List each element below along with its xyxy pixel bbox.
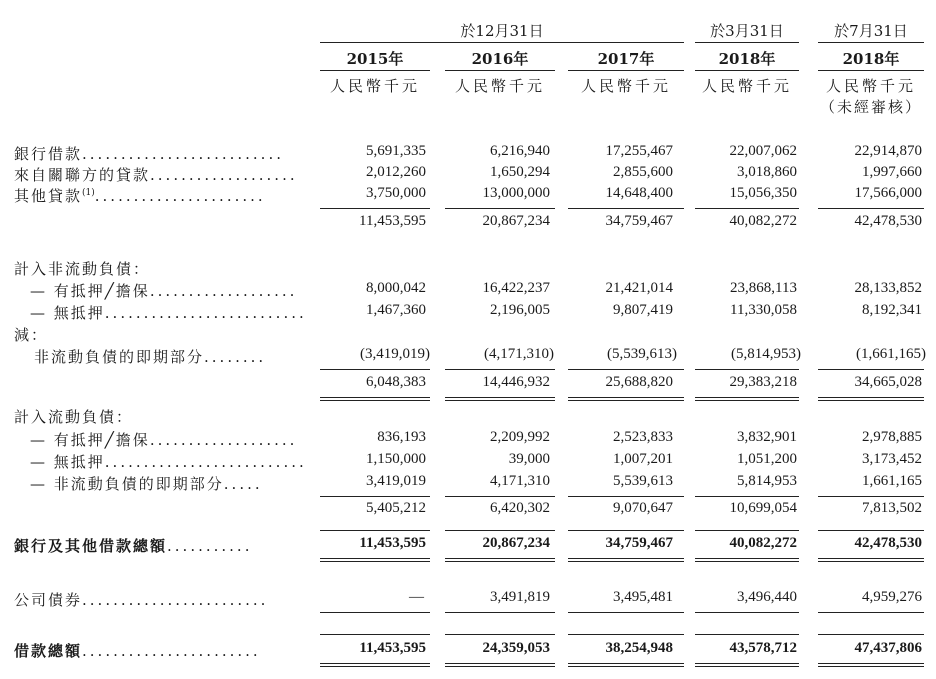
cell-c-unsecured-2015: 1,150,000 xyxy=(366,451,426,467)
header-year-2015: 2015年 xyxy=(346,50,404,68)
rule-line xyxy=(445,400,555,401)
cell-bank-2016: 6,216,940 xyxy=(490,143,550,159)
rule-line xyxy=(445,663,555,664)
rule-line xyxy=(445,612,555,613)
rule-line xyxy=(320,666,430,667)
label-nc-unsecured: — 無抵押.......................... xyxy=(30,304,307,322)
cell-c-secured-2018mar: 3,832,901 xyxy=(737,429,797,445)
cell-subtotal1-2016: 20,867,234 xyxy=(482,213,550,229)
cell-subtotal3-2016: 6,420,302 xyxy=(490,500,550,516)
rule-line xyxy=(320,561,430,562)
cell-subtotal2-2016: 14,446,932 xyxy=(482,374,550,390)
rule-line xyxy=(818,496,924,497)
header-year-2018-mar: 2018年 xyxy=(718,50,776,68)
cell-related-2018mar: 3,018,860 xyxy=(737,164,797,180)
cell-other-2016: 13,000,000 xyxy=(482,185,550,201)
header-year-2017: 2017年 xyxy=(597,50,655,68)
cell-subtotal3-2017: 9,070,647 xyxy=(613,500,673,516)
cell-subtotal1-2017: 34,759,467 xyxy=(605,213,673,229)
rule-line xyxy=(818,561,924,562)
cell-bank-2018mar: 22,007,062 xyxy=(729,143,797,159)
cell-c-secured-2017: 2,523,833 xyxy=(613,429,673,445)
header-unit-2017: 人民幣千元 xyxy=(580,77,671,95)
cell-total-2018mar: 43,578,712 xyxy=(729,640,797,656)
rule-line xyxy=(568,496,684,497)
cell-current-portion-2017: (5,539,613) xyxy=(607,346,677,362)
cell-subtotal1-2018mar: 40,082,272 xyxy=(729,213,797,229)
cell-current-portion-2018jul: (1,661,165) xyxy=(856,346,926,362)
cell-total-bank-2018jul: 42,478,530 xyxy=(854,535,922,551)
label-corporate-bonds: 公司債券........................ xyxy=(14,591,269,609)
rule-line xyxy=(818,208,924,209)
rule-line xyxy=(320,496,430,497)
label-related-party-loans: 來自關聯方的貸款................... xyxy=(14,166,298,184)
header-group-jul: 於7月31日 xyxy=(834,22,908,40)
cell-total-2015: 11,453,595 xyxy=(359,640,426,656)
rule-line xyxy=(818,663,924,664)
rule-line xyxy=(320,397,430,398)
rule-line xyxy=(695,558,799,559)
cell-subtotal3-2018jul: 7,813,502 xyxy=(862,500,922,516)
cell-subtotal3-2015: 5,405,212 xyxy=(366,500,426,516)
label-c-secured: — 有抵押╱擔保................... xyxy=(30,431,298,449)
cell-c-unsecured-2018jul: 3,173,452 xyxy=(862,451,922,467)
rule-line xyxy=(320,208,430,209)
rule-line xyxy=(320,369,430,370)
cell-total-bank-2016: 20,867,234 xyxy=(482,535,550,551)
rule-line xyxy=(568,208,684,209)
header-unit-2016: 人民幣千元 xyxy=(454,77,545,95)
cell-c-current-portion-2017: 5,539,613 xyxy=(613,473,673,489)
header-group-dec: 於12月31日 xyxy=(460,22,544,40)
cell-related-2015: 2,012,260 xyxy=(366,164,426,180)
rule-line xyxy=(568,558,684,559)
cell-nc-unsecured-2018jul: 8,192,341 xyxy=(862,302,922,318)
rule-line xyxy=(695,496,799,497)
rule-line xyxy=(695,369,799,370)
cell-bonds-2016: 3,491,819 xyxy=(490,589,550,605)
rule-line xyxy=(445,561,555,562)
label-current-portion: 非流動負債的即期部分........ xyxy=(34,348,267,366)
header-unit-2015: 人民幣千元 xyxy=(329,77,420,95)
header-year-2018-jul: 2018年 xyxy=(842,50,900,68)
cell-nc-secured-2017: 21,421,014 xyxy=(605,280,673,296)
cell-related-2017: 2,855,600 xyxy=(613,164,673,180)
rule-line xyxy=(695,612,799,613)
rule-line xyxy=(818,400,924,401)
cell-c-secured-2015: 836,193 xyxy=(377,429,426,445)
rule-line xyxy=(568,663,684,664)
cell-c-secured-2016: 2,209,992 xyxy=(490,429,550,445)
cell-c-current-portion-2018jul: 1,661,165 xyxy=(862,473,922,489)
rule-line xyxy=(445,634,555,635)
cell-nc-unsecured-2016: 2,196,005 xyxy=(490,302,550,318)
rule-line xyxy=(695,666,799,667)
cell-total-bank-2017: 34,759,467 xyxy=(605,535,673,551)
rule-line xyxy=(320,530,430,531)
rule-line xyxy=(568,530,684,531)
rule-line xyxy=(695,561,799,562)
rule-line xyxy=(818,634,924,635)
cell-other-2018jul: 17,566,000 xyxy=(854,185,922,201)
rule-line xyxy=(818,666,924,667)
label-noncurrent-title: 計入非流動負債： xyxy=(14,260,151,278)
header-unaudited: （未經審核） xyxy=(819,98,922,116)
rule-line xyxy=(695,397,799,398)
cell-related-2018jul: 1,997,660 xyxy=(862,164,922,180)
cell-subtotal2-2015: 6,048,383 xyxy=(366,374,426,390)
header-group-mar: 於3月31日 xyxy=(710,22,784,40)
cell-bonds-2018mar: 3,496,440 xyxy=(737,589,797,605)
cell-nc-unsecured-2017: 9,807,419 xyxy=(613,302,673,318)
cell-related-2016: 1,650,294 xyxy=(490,164,550,180)
rule-line xyxy=(695,400,799,401)
cell-bonds-2017: 3,495,481 xyxy=(613,589,673,605)
rule-line xyxy=(445,397,555,398)
rule-line xyxy=(568,400,684,401)
label-current-title: 計入流動負債： xyxy=(14,408,134,426)
rule-line xyxy=(445,558,555,559)
cell-bank-2015: 5,691,335 xyxy=(366,143,426,159)
rule-line xyxy=(695,530,799,531)
cell-subtotal2-2018mar: 29,383,218 xyxy=(729,374,797,390)
rule-line xyxy=(818,612,924,613)
rule-line xyxy=(568,612,684,613)
cell-c-unsecured-2018mar: 1,051,200 xyxy=(737,451,797,467)
cell-total-bank-2015: 11,453,595 xyxy=(359,535,426,551)
rule-line xyxy=(445,496,555,497)
cell-c-unsecured-2016: 39,000 xyxy=(508,451,550,467)
label-less: 減： xyxy=(14,326,49,344)
cell-bonds-2018jul: 4,959,276 xyxy=(862,589,922,605)
rule-line xyxy=(568,397,684,398)
rule-line xyxy=(445,666,555,667)
cell-c-current-portion-2018mar: 5,814,953 xyxy=(737,473,797,489)
label-bank-loans: 銀行借款.......................... xyxy=(14,145,284,163)
cell-total-2017: 38,254,948 xyxy=(605,640,673,656)
cell-current-portion-2015: (3,419,019) xyxy=(360,346,430,362)
cell-nc-secured-2015: 8,000,042 xyxy=(366,280,426,296)
label-c-current-portion: — 非流動負債的即期部分..... xyxy=(30,475,263,493)
rule-line xyxy=(818,530,924,531)
rule-line xyxy=(818,369,924,370)
label-total-borrowings: 借款總額....................... xyxy=(14,642,261,660)
cell-current-portion-2016: (4,171,310) xyxy=(484,346,554,362)
label-c-unsecured: — 無抵押.......................... xyxy=(30,453,307,471)
header-unit-2018-jul: 人民幣千元 xyxy=(825,77,916,95)
cell-subtotal1-2015: 11,453,595 xyxy=(359,213,426,229)
cell-subtotal2-2017: 25,688,820 xyxy=(605,374,673,390)
cell-nc-unsecured-2015: 1,467,360 xyxy=(366,302,426,318)
cell-bank-2018jul: 22,914,870 xyxy=(854,143,922,159)
label-total-bank-other: 銀行及其他借款總額........... xyxy=(14,537,253,555)
rule-line xyxy=(568,561,684,562)
cell-bank-2017: 17,255,467 xyxy=(605,143,673,159)
cell-other-2018mar: 15,056,350 xyxy=(729,185,797,201)
cell-nc-secured-2016: 16,422,237 xyxy=(482,280,550,296)
rule-line xyxy=(568,369,684,370)
rule-line xyxy=(818,397,924,398)
label-nc-secured: — 有抵押╱擔保................... xyxy=(30,282,298,300)
rule-line xyxy=(320,634,430,635)
rule-line xyxy=(320,663,430,664)
rule-line xyxy=(445,208,555,209)
rule-line xyxy=(568,634,684,635)
cell-nc-unsecured-2018mar: 11,330,058 xyxy=(730,302,797,318)
rule-line xyxy=(695,663,799,664)
cell-current-portion-2018mar: (5,814,953) xyxy=(731,346,801,362)
label-other-loans: 其他貸款$^{(1)}$...................... xyxy=(14,187,266,205)
cell-subtotal1-2018jul: 42,478,530 xyxy=(854,213,922,229)
rule-line xyxy=(695,208,799,209)
cell-total-2018jul: 47,437,806 xyxy=(854,640,922,656)
cell-c-secured-2018jul: 2,978,885 xyxy=(862,429,922,445)
cell-c-current-portion-2015: 3,419,019 xyxy=(366,473,426,489)
cell-total-2016: 24,359,053 xyxy=(482,640,550,656)
cell-subtotal2-2018jul: 34,665,028 xyxy=(854,374,922,390)
cell-other-2017: 14,648,400 xyxy=(605,185,673,201)
rule-line xyxy=(445,530,555,531)
cell-subtotal3-2018mar: 10,699,054 xyxy=(729,500,797,516)
cell-c-unsecured-2017: 1,007,201 xyxy=(613,451,673,467)
rule-line xyxy=(695,634,799,635)
rule-line xyxy=(445,369,555,370)
rule-line xyxy=(320,612,430,613)
rule-line xyxy=(320,558,430,559)
rule-line xyxy=(818,558,924,559)
rule-line xyxy=(320,400,430,401)
cell-other-2015: 3,750,000 xyxy=(366,185,426,201)
header-unit-2018-mar: 人民幣千元 xyxy=(701,77,792,95)
cell-nc-secured-2018mar: 23,868,113 xyxy=(730,280,797,296)
header-year-2016: 2016年 xyxy=(471,50,529,68)
cell-c-current-portion-2016: 4,171,310 xyxy=(490,473,550,489)
cell-total-bank-2018mar: 40,082,272 xyxy=(729,535,797,551)
cell-bonds-2015: — xyxy=(409,589,424,605)
cell-nc-secured-2018jul: 28,133,852 xyxy=(854,280,922,296)
rule-line xyxy=(568,666,684,667)
